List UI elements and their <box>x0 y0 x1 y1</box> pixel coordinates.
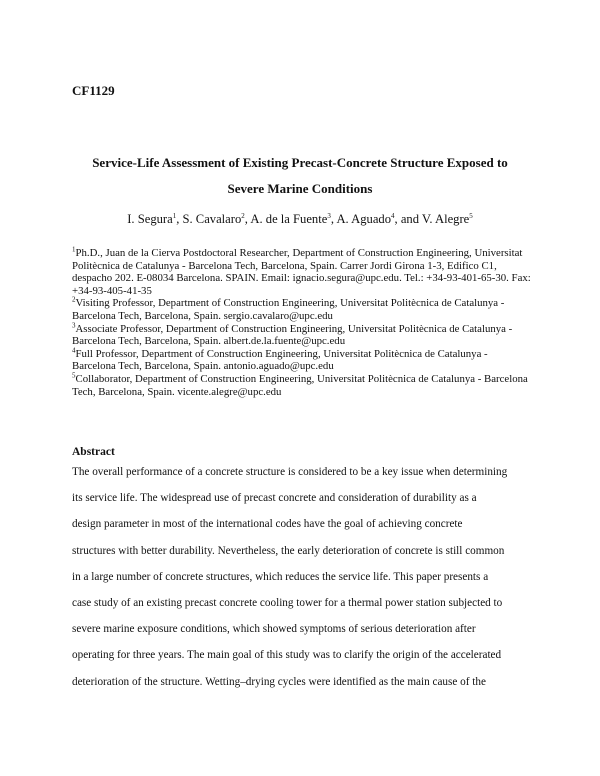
abstract-line: deterioration of the structure. Wetting–drying cycles were identified as the main cause of the <box>72 675 486 688</box>
author <box>127 212 182 226</box>
affil-marker: 3 <box>327 211 331 220</box>
author-name: S. Cavalaro <box>182 212 242 226</box>
affiliation <box>72 320 532 348</box>
author-separator: , <box>244 212 251 226</box>
affil-number: 1 <box>72 245 76 254</box>
affiliation-list <box>72 247 532 398</box>
affil-marker: 1 <box>172 211 177 220</box>
author-list <box>60 210 540 228</box>
author-separator: , and <box>394 212 422 226</box>
affiliation-text: Ph.D., Juan de la Cierva Postdoctoral Researcher, Department of Construction Engineering, Universitat Politècnica de Catalunya - Barcelona Tech, Barcelona, Spain. Carrer Jordi Girona 1-3, Edifico C1, despacho 202. E-08034 Barcelona. SPAIN. Email: ignacio.segura@upc.edu. Tel.: +34-93-401-65-30. Fax: +34-93-405-41-35 <box>72 247 531 297</box>
abstract-line: severe marine exposure conditions, which showed symptoms of serious deterioration after <box>72 623 476 636</box>
author-separator: , <box>330 212 337 226</box>
affil-number: 2 <box>72 295 76 304</box>
author <box>422 212 473 226</box>
paper-code: CF1129 <box>72 83 115 98</box>
affiliation <box>72 297 532 322</box>
abstract-line: design parameter in most of the international codes have the goal of achieving concrete <box>72 518 463 531</box>
affil-number: 5 <box>72 371 76 380</box>
abstract-heading: Abstract <box>72 446 115 458</box>
abstract-line: its service life. The widespread use of precast concrete and consideration of durability as a <box>72 492 477 505</box>
affil-number: 4 <box>72 346 76 355</box>
affil-number: 3 <box>72 320 76 329</box>
abstract-line: in a large number of concrete structures, which reduces the service life. This paper presents a <box>72 570 489 583</box>
title-line: Severe Marine Conditions <box>227 181 373 196</box>
abstract-line: structures with better durability. Nevertheless, the early deterioration of concrete is still common <box>72 544 505 557</box>
affiliation-text: Visiting Professor, Department of Construction Engineering, Universitat Politècnica de Catalunya - Barcelona Tech, Barcelona, Spain. sergio.cavalaro@upc.edu <box>72 297 505 322</box>
author-name: V. Alegre <box>421 212 470 226</box>
affil-marker: 5 <box>469 211 473 220</box>
author <box>250 212 336 226</box>
author <box>336 212 421 226</box>
abstract-body <box>72 459 534 695</box>
abstract-line: The overall performance of a concrete structure is considered to be a key issue when determining <box>72 466 508 478</box>
affiliation-text: Collaborator, Department of Construction Engineering, Universitat Politècnica de Catalunya - Barcelona Tech, Barcelona, Spain. vicente.alegre@upc.edu <box>72 372 528 398</box>
affiliation <box>72 348 532 373</box>
affil-marker: 4 <box>391 211 395 220</box>
abstract-line: case study of an existing precast concrete cooling tower for a thermal power station subjected to <box>72 597 503 610</box>
affiliation-text: Associate Professor, Department of Construction Engineering, Universitat Politècnica de Catalunya - Barcelona Tech, Barcelona, Spain. albert.de.la.fuente@upc.edu <box>72 322 513 348</box>
title-line: Service-Life Assessment of Existing Precast-Concrete Structure Exposed to <box>92 155 508 170</box>
affil-marker: 2 <box>241 211 245 220</box>
author-separator: , <box>176 212 183 226</box>
affiliation <box>72 373 532 398</box>
affiliation <box>72 247 532 297</box>
abstract-line: operating for three years. The main goal of this study was to clarify the origin of the accelerated <box>72 649 502 662</box>
author <box>183 212 251 226</box>
affiliation-text: Full Professor, Department of Construction Engineering, Universitat Politècnica de Catalunya - Barcelona Tech, Barcelona, Spain. antonio.aguado@upc.edu <box>72 347 488 373</box>
author-name: I. Segura <box>127 212 173 226</box>
author-name: A. Aguado <box>336 212 392 226</box>
paper-title <box>60 150 540 202</box>
author-name: A. de la Fuente <box>250 212 328 226</box>
